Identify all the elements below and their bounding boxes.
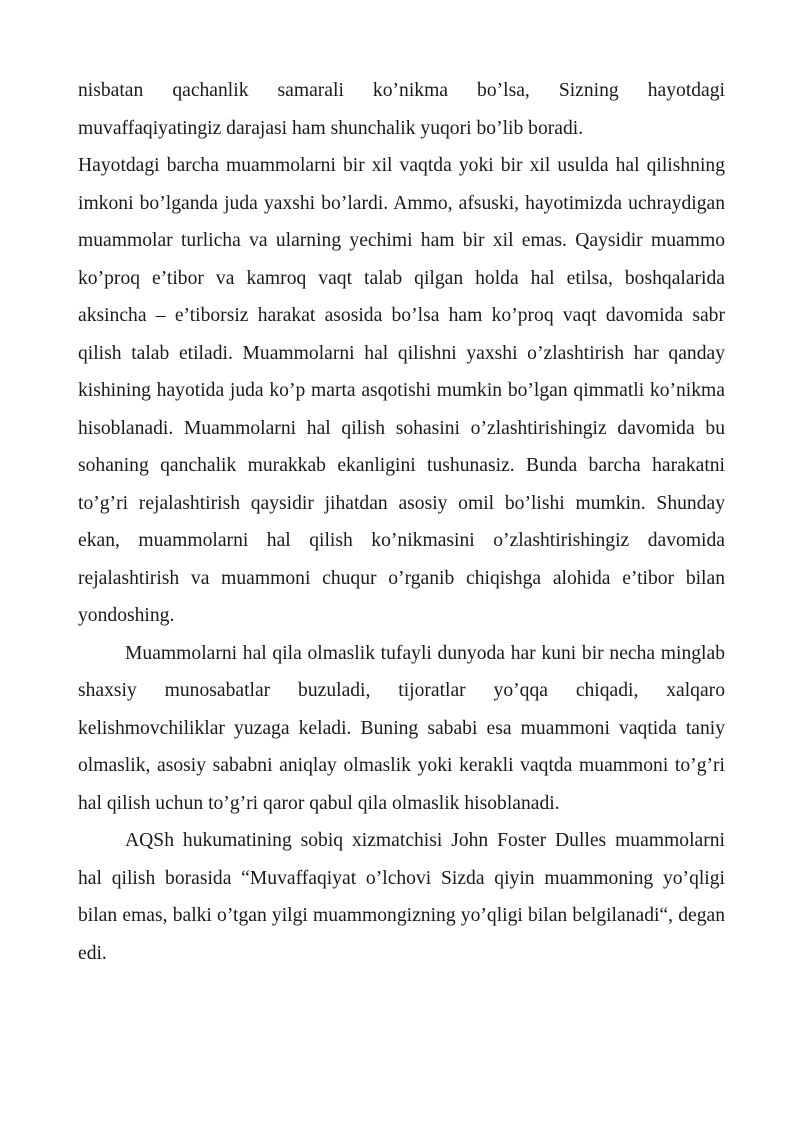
document-page [78, 72, 725, 972]
paragraph-problem-solving-intro: Hayotdagi barcha muammolarni bir xil vaqtda yoki bir xil usulda hal qilishning imkoni bo’lganda juda yaxshi bo’lardi. Ammo, afsuski, hayotimizda uchraydigan muammolar turlicha va ularning yechimi ham bir xil emas. Qaysidir muammo ko’proq e’tibor va kamroq vaqt talab qilgan holda hal etilsa, boshqalarida aksincha – e’tiborsiz harakat asosida bo’lsa ham ko’proq vaqt davomida sabr qilish talab etiladi. Muammolarni hal qilishni yaxshi o’zlashtirish har qanday kishining hayotida juda ko’p marta asqotishi mumkin bo’lgan qimmatli ko’nikma hisoblanadi. Muammolarni hal qilish sohasini o’zlashtirishingiz davomida bu sohaning qanchalik murakkab ekanligini tushunasiz. Bunda barcha harakatni to’g’ri rejalashtirish qaysidir jihatdan asosiy omil bo’lishi mumkin. Shunday ekan, muammolarni hal qilish ko’nikmasini o’zlashtirishingiz davomida rejalashtirish va muammoni chuqur o’rganib chiqishga alohida e’tibor bilan yondoshing. [78, 155, 725, 626]
paragraph-consequences: Muammolarni hal qila olmaslik tufayli dunyoda har kuni bir necha minglab shaxsiy munosabatlar buzuladi, tijoratlar yo’qqa chiqadi, xalqaro kelishmovchiliklar yuzaga keladi. Buning sababi esa muammoni vaqtida taniy olmaslik, asosiy sababni aniqlay olmaslik yoki kerakli vaqtda muammoni to’g’ri hal qilish uchun to’g’ri qaror qabul qila olmaslik hisoblanadi. [78, 642, 725, 814]
paragraph-dulles-quote: AQSh hukumatining sobiq xizmatchisi John Foster Dulles muammolarni hal qilish borasida “Muvaffaqiyat o’lchovi Sizda qiyin muammoning yo’qligi bilan emas, balki o’tgan yilgi muammongizning yo’qligi bilan belgilanadi“, degan edi. [78, 830, 725, 964]
paragraph-continuation: nisbatan qachanlik samarali ko’nikma bo’lsa, Sizning hayotdagi muvaffaqiyatingiz darajasi ham shunchalik yuqori bo’lib boradi. [78, 80, 725, 139]
